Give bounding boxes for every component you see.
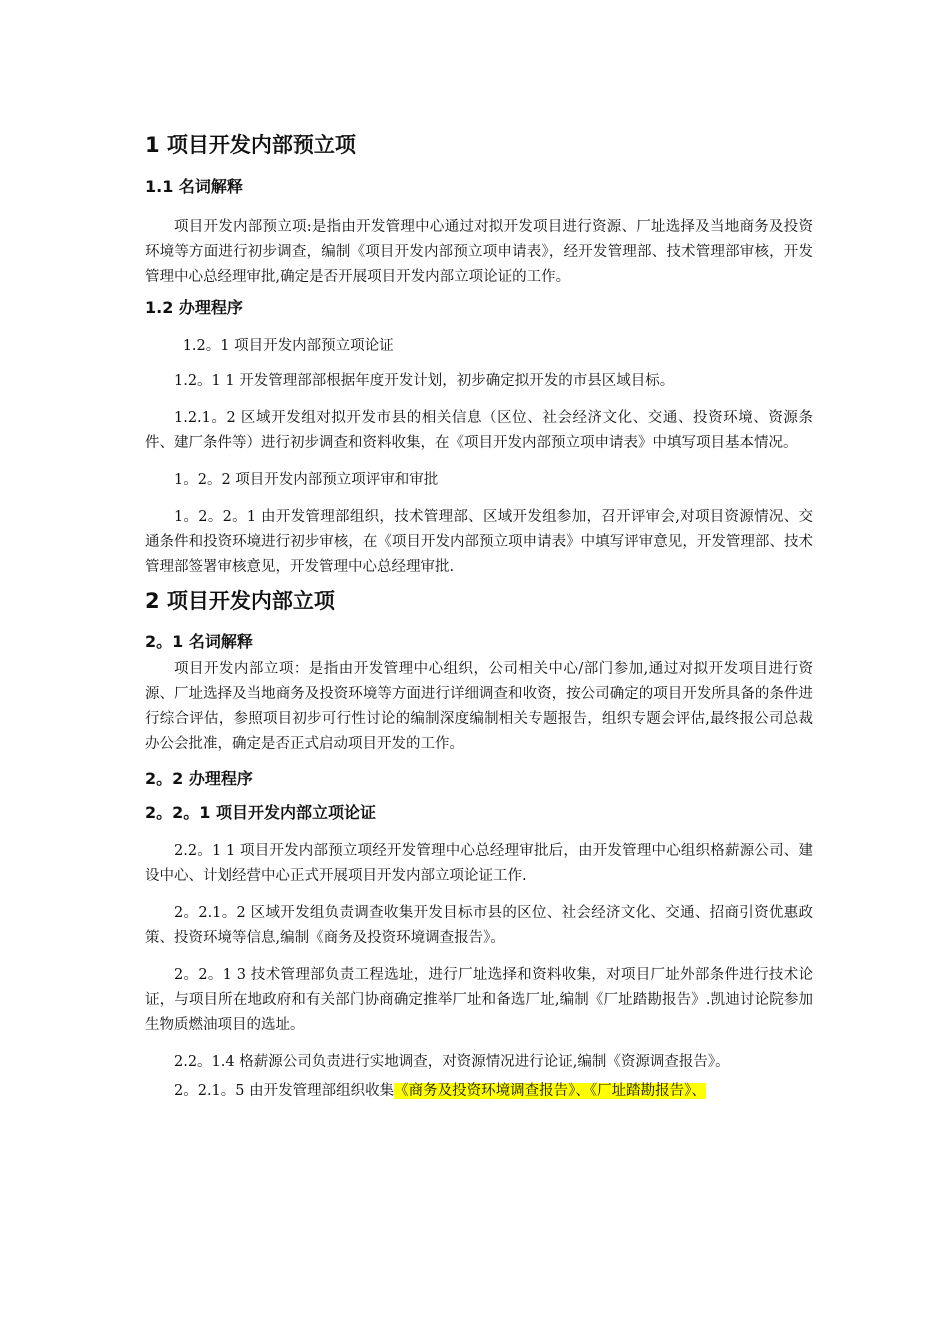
paragraph-1-2-2-1: 1。2。2。1 由开发管理部组织，技术管理部、区域开发组参加，召开评审会,对项目资源情况、交通条件和投资环境进行初步审核，在《项目开发内部预立项申请表》中填写评审意见，开发管理部、技术管理部签署审核意见，开发管理中心总经理审批. bbox=[145, 509, 813, 575]
paragraph-2-2-1-2: 2。2.1。2 区域开发组负责调查收集开发目标市县的区位、社会经济文化、交通、招商引资优惠政策、投资环境等信息,编制《商务及投资环境调查报告》。 bbox=[145, 905, 813, 946]
section-2-title: 2 项目开发内部立项 bbox=[145, 589, 335, 613]
document-body bbox=[145, 130, 813, 1104]
section-2-1-heading: 2。1 名词解释 bbox=[145, 632, 253, 651]
section-2-1-body: 项目开发内部立项：是指由开发管理中心组织，公司相关中心/部门参加,通过对拟开发项目进行资源、厂址选择及当地商务及投资环境等方面进行详细调查和收资，按公司确定的项目开发所具备的条件进行综合评估，参照项目初步可行性讨论的编制深度编制相关专题报告，组织专题会评估,最终报公司总裁办公会批准，确定是否正式启动项目开发的工作。 bbox=[145, 661, 813, 752]
paragraph-2-2-1-1: 2.2。1 1 项目开发内部预立项经开发管理中心总经理审批后，由开发管理中心组织格薪源公司、建设中心、计划经营中心正式开展项目开发内部立项论证工作. bbox=[145, 843, 813, 884]
section-1-1-heading: 1.1 名词解释 bbox=[145, 177, 243, 196]
section-1-title: 1 项目开发内部预立项 bbox=[145, 133, 356, 157]
paragraph-2-2-1-4: 2.2。1.4 格薪源公司负责进行实地调查，对资源情况进行论证,编制《资源调查报告》。 bbox=[174, 1054, 730, 1070]
section-1-1-body: 项目开发内部预立项:是指由开发管理中心通过对拟开发项目进行资源、厂址选择及当地商务及投资环境等方面进行初步调查，编制《项目开发内部预立项申请表》，经开发管理部、技术管理部审核，开发管理中心总经理审批,确定是否开展项目开发内部立项论证的工作。 bbox=[145, 219, 813, 285]
section-1-2-1-heading: 1.2。1 项目开发内部预立项论证 bbox=[182, 338, 394, 354]
paragraph-2-2-1-3: 2。2。1 3 技术管理部负责工程选址，进行厂址选择和资料收集，对项目厂址外部条件进行技术论证，与项目所在地政府和有关部门协商确定推举厂址和备选厂址,编制《厂址踏勘报告》.凯迪讨论院参加生物质燃油项目的选址。 bbox=[145, 967, 813, 1033]
section-2-2-1-heading: 2。2。1 项目开发内部立项论证 bbox=[145, 803, 376, 822]
section-2-2-heading: 2。2 办理程序 bbox=[145, 769, 253, 788]
paragraph-1-2-1-2: 1.2.1。2 区域开发组对拟开发市县的相关信息（区位、社会经济文化、交通、投资环境、资源条件、建厂条件等）进行初步调查和资料收集，在《项目开发内部预立项申请表》中填写项目基本情况。 bbox=[145, 410, 813, 451]
paragraph-2-2-1-5 bbox=[145, 1079, 813, 1104]
highlighted-text: 《商务及投资环境调查报告》、《厂址踏勘报告》、 bbox=[394, 1083, 706, 1099]
paragraph-1-2-1-1: 1.2。1 1 开发管理部部根据年度开发计划，初步确定拟开发的市县区域目标。 bbox=[174, 373, 675, 389]
section-1-2-heading: 1.2 办理程序 bbox=[145, 298, 243, 317]
section-1-2-2-heading: 1。2。2 项目开发内部预立项评审和审批 bbox=[174, 472, 439, 488]
paragraph-2-2-1-5-text: 2。2.1。5 由开发管理部组织收集 bbox=[174, 1083, 395, 1099]
